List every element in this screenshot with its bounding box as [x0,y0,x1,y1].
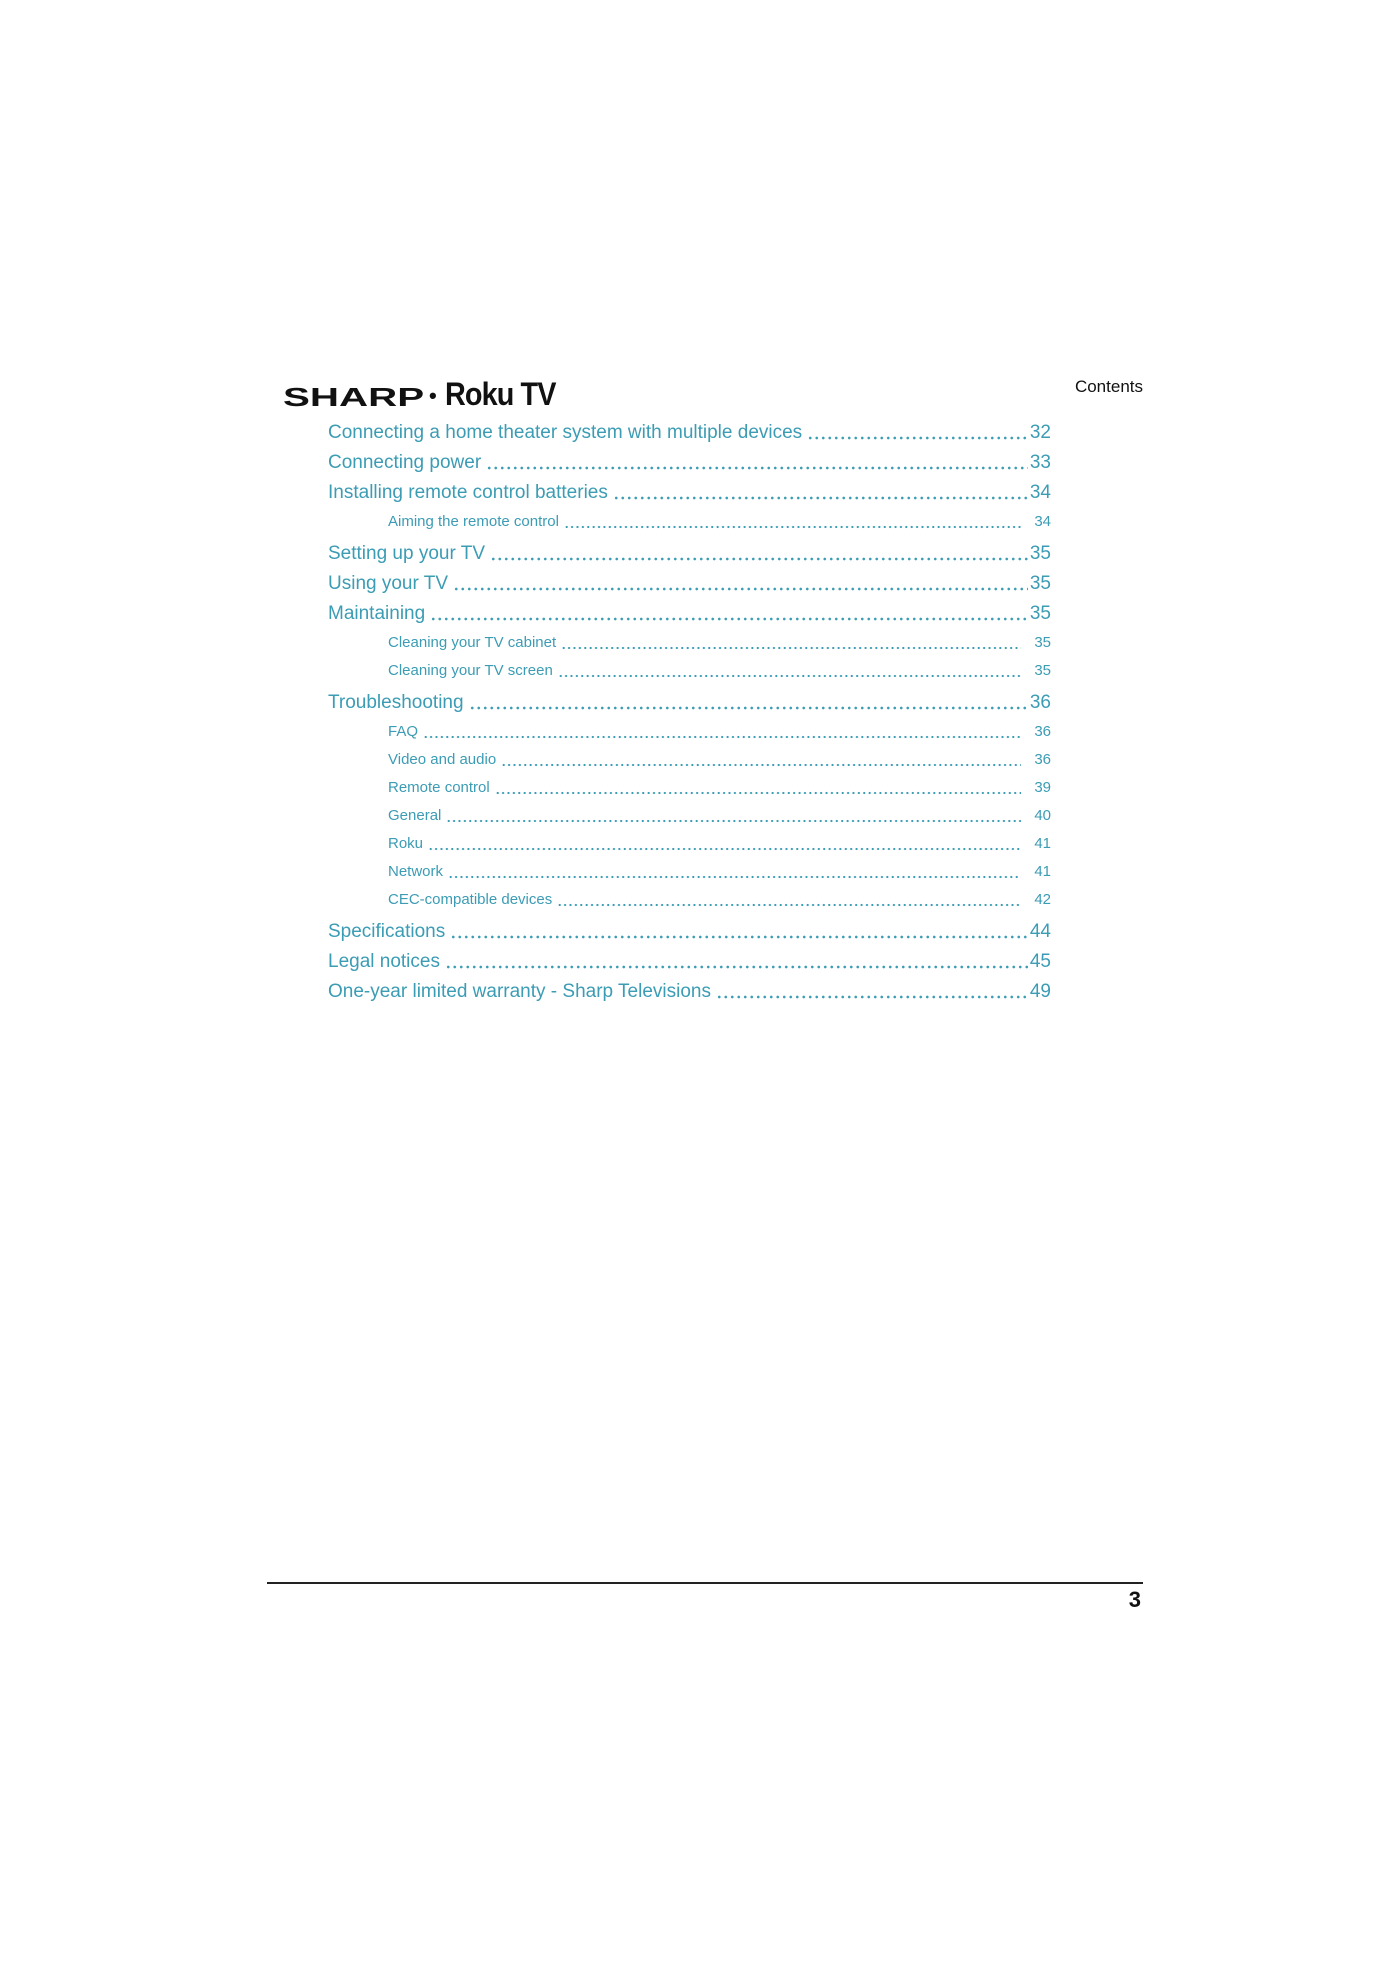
dot-leader [561,629,1021,657]
toc-entry[interactable] [328,688,1051,718]
toc-entry-page-number: 44 [1029,921,1051,942]
toc-entry-title: Troubleshooting [328,692,464,713]
toc-entry-page-number: 36 [1034,723,1051,740]
toc-entry-page-number: 45 [1029,951,1051,972]
sharp-roku-tv-logo [283,376,573,412]
toc-entry-page-number: 35 [1034,634,1051,651]
toc-entry-title: Connecting a home theater system with multiple devices [328,422,803,443]
toc-entry-title: Setting up your TV [328,543,486,564]
dot-leader [450,917,1028,947]
toc-entry-page-number: 39 [1034,779,1051,796]
toc-entry-title: General [388,807,442,824]
toc-entry-title: Aiming the remote control [388,513,559,530]
toc-entry[interactable] [328,478,1051,508]
toc-subentry[interactable] [328,718,1051,746]
dot-leader [423,718,1021,746]
toc-entry-page-number: 34 [1034,513,1051,530]
dot-leader [453,569,1028,599]
toc-entry-title: Using your TV [328,573,449,594]
dot-leader [428,830,1021,858]
logo-brand: SHARP [283,382,425,412]
toc-entry[interactable] [328,569,1051,599]
dot-leader [469,688,1028,718]
toc-entry-page-number: 41 [1034,863,1051,880]
dot-leader [446,802,1021,830]
toc-entry-page-number: 49 [1029,981,1051,1002]
toc-subentry[interactable] [328,774,1051,802]
toc-entry-title: Remote control [388,779,490,796]
toc-entry[interactable] [328,448,1051,478]
toc-entry[interactable] [328,418,1051,448]
toc-entry-title: FAQ [388,723,419,740]
dot-leader [564,508,1021,536]
toc-entry-title: Cleaning your TV cabinet [388,634,557,651]
toc-entry-title: CEC-compatible devices [388,891,553,908]
toc-entry-title: Specifications [328,921,446,942]
dot-leader [490,539,1028,569]
toc-entry[interactable] [328,917,1051,947]
dot-leader [495,774,1021,802]
toc-entry[interactable] [328,947,1051,977]
toc-entry-page-number: 35 [1034,662,1051,679]
toc-entry-title: Video and audio [388,751,497,768]
toc-entry-page-number: 36 [1034,751,1051,768]
table-of-contents [328,418,1051,1007]
toc-entry-title: Legal notices [328,951,440,972]
section-title: Contents [1074,377,1143,396]
toc-entry-title: Connecting power [328,452,482,473]
toc-entry-page-number: 41 [1034,835,1051,852]
toc-entry-page-number: 34 [1029,482,1051,503]
logo-separator: • [429,383,437,408]
toc-subentry[interactable] [328,830,1051,858]
toc-subentry[interactable] [328,508,1051,536]
toc-subentry[interactable] [328,746,1051,774]
toc-subentry[interactable] [328,629,1051,657]
toc-entry-title: Installing remote control batteries [328,482,608,503]
toc-subentry[interactable] [328,657,1051,685]
toc-entry-page-number: 33 [1029,452,1051,473]
toc-entry-page-number: 35 [1029,573,1051,594]
toc-entry-title: Maintaining [328,603,426,624]
dot-leader [807,418,1028,448]
dot-leader [486,448,1028,478]
toc-entry-title: Roku [388,835,424,852]
footer-divider [267,1582,1143,1584]
dot-leader [445,947,1028,977]
toc-entry-page-number: 36 [1029,692,1051,713]
toc-entry-page-number: 42 [1034,891,1051,908]
dot-leader [430,599,1028,629]
toc-subentry[interactable] [328,858,1051,886]
toc-entry-page-number: 40 [1034,807,1051,824]
logo-product: Roku TV [445,376,556,412]
toc-entry-page-number: 35 [1029,603,1051,624]
toc-entry-page-number: 35 [1029,543,1051,564]
toc-entry[interactable] [328,977,1051,1007]
toc-entry-title: Network [388,863,444,880]
dot-leader [613,478,1028,508]
toc-entry-title: Cleaning your TV screen [388,662,553,679]
dot-leader [557,886,1021,914]
dot-leader [716,977,1028,1007]
page-number: 3 [1128,1587,1141,1612]
toc-subentry[interactable] [328,802,1051,830]
toc-entry-title: One-year limited warranty - Sharp Televisions [328,981,711,1002]
toc-entry-page-number: 32 [1029,422,1051,443]
dot-leader [501,746,1021,774]
toc-subentry[interactable] [328,886,1051,914]
toc-entry[interactable] [328,599,1051,629]
dot-leader [448,858,1021,886]
toc-entry[interactable] [328,539,1051,569]
dot-leader [558,657,1021,685]
